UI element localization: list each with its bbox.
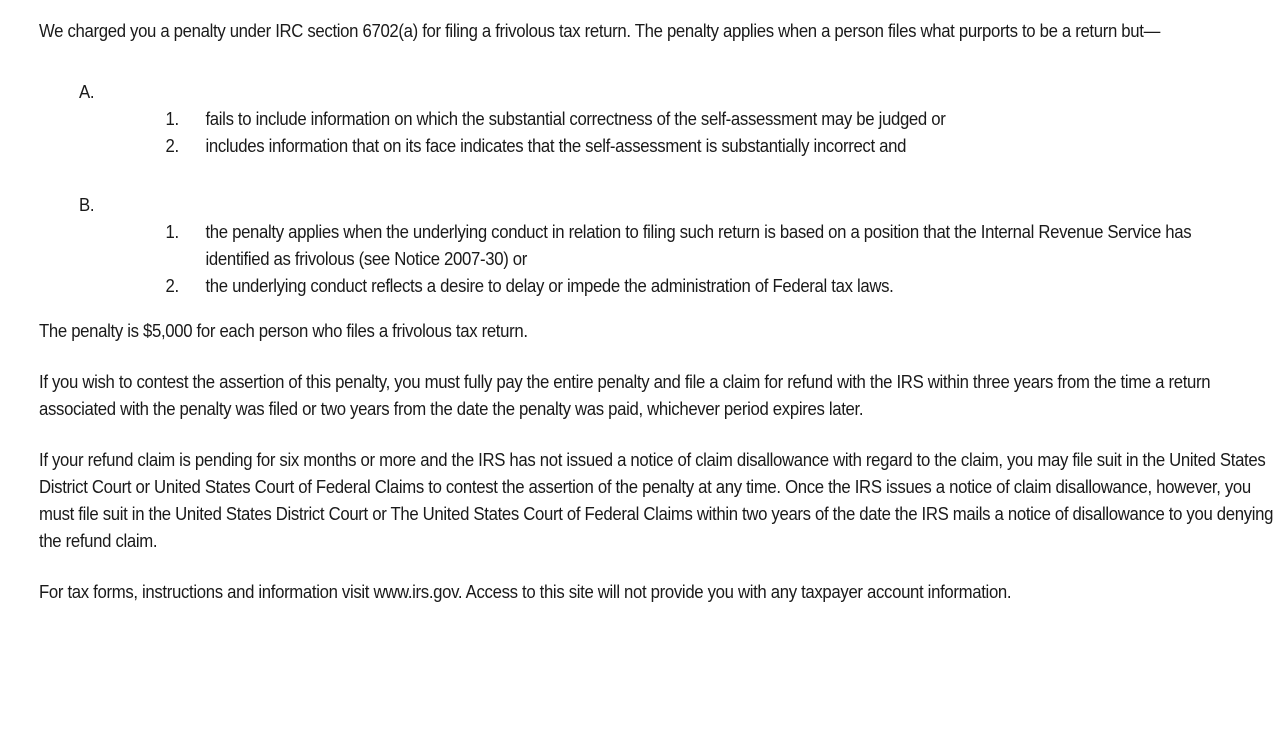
notice-document bbox=[39, 18, 1274, 630]
item-number: 1. bbox=[165, 109, 179, 129]
section-b-list bbox=[165, 219, 1216, 300]
list-item bbox=[165, 273, 1216, 300]
tax-forms-paragraph: For tax forms, instructions and information visit www.irs.gov. Access to this site will not provide you with any taxpayer account information. bbox=[39, 582, 1012, 602]
item-number: 2. bbox=[165, 276, 179, 296]
section-a-list bbox=[165, 106, 1266, 160]
penalty-amount-paragraph: The penalty is $5,000 for each person who files a frivolous tax return. bbox=[39, 321, 528, 341]
list-item bbox=[165, 219, 1216, 273]
list-item bbox=[165, 133, 1266, 160]
item-number: 2. bbox=[165, 136, 179, 156]
item-text: the penalty applies when the underlying conduct in relation to filing such return is based on a position that the Internal Revenue Service has identified as frivolous (see Notice 2007-30) or bbox=[205, 222, 1192, 269]
section-a bbox=[39, 79, 1267, 160]
item-text: the underlying conduct reflects a desire to delay or impede the administration of Federal tax laws. bbox=[205, 276, 894, 296]
refund-claim-paragraph: If your refund claim is pending for six months or more and the IRS has not issued a notice of claim disallowance with regard to the claim, you may file suit in the United States District Court or United States Court of Federal Claims to contest the assertion of the penalty at any time. Once the IRS issues a notice of claim disallowance, however, you must file suit in the United States District Court or The United States Court of Federal Claims within two years of the date the IRS mails a notice of disallowance to you denying the refund claim. bbox=[39, 450, 1274, 551]
item-number: 1. bbox=[165, 222, 179, 242]
item-text: fails to include information on which the substantial correctness of the self-assessment may be judged or bbox=[205, 109, 946, 129]
intro-paragraph: We charged you a penalty under IRC section 6702(a) for filing a frivolous tax return. The penalty applies when a person files what purports to be a return but— bbox=[39, 21, 1161, 41]
section-letter-b: B. bbox=[78, 195, 95, 215]
section-letter-a: A. bbox=[78, 82, 95, 102]
list-item bbox=[165, 106, 1266, 133]
section-b bbox=[39, 192, 1267, 300]
contest-paragraph: If you wish to contest the assertion of this penalty, you must fully pay the entire penalty and file a claim for refund with the IRS within three years from the time a return associated with the penalty was filed or two years from the date the penalty was paid, whichever period expires later. bbox=[39, 372, 1211, 419]
item-text: includes information that on its face indicates that the self-assessment is substantially incorrect and bbox=[205, 136, 907, 156]
